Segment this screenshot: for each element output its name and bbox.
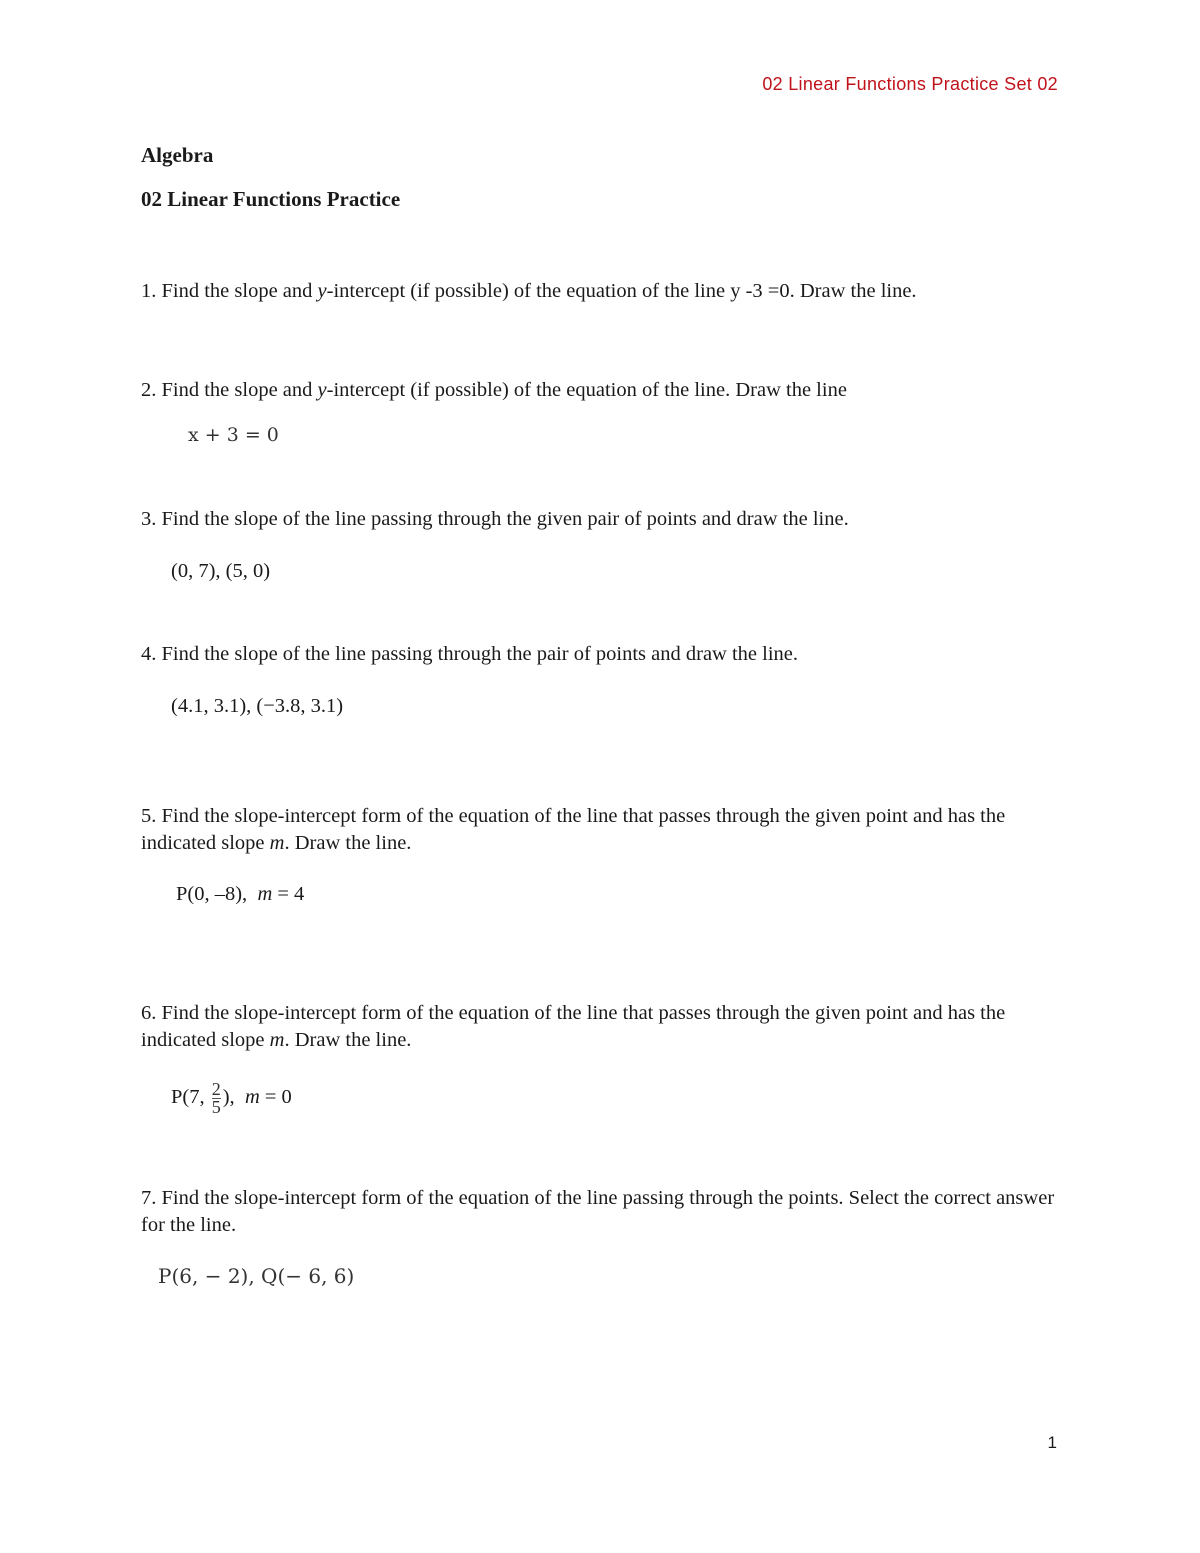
worksheet-title: 02 Linear Functions Practice bbox=[141, 187, 401, 211]
question-6-point-close: ), bbox=[222, 1086, 235, 1109]
question-5-text-a: 5. Find the slope-intercept form of the equation of the line that passes through the given point and has the indicated slope bbox=[141, 805, 1006, 854]
question-6-slope-var: m bbox=[244, 1086, 260, 1109]
question-4: 4. Find the slope of the line passing through the pair of points and draw the line. bbox=[141, 643, 799, 665]
question-7: 7. Find the slope-intercept form of the equation of the line passing through the points. Select the correct answer for the line. bbox=[141, 1187, 1055, 1236]
question-5-given bbox=[176, 883, 304, 906]
question-6-point-prefix: P(7, bbox=[171, 1086, 210, 1109]
question-5-slope-value: = 4 bbox=[272, 883, 305, 905]
question-6-slope-value: = 0 bbox=[259, 1086, 292, 1109]
page-number: 1 bbox=[1047, 1433, 1057, 1452]
question-5-text-b: . Draw the line. bbox=[284, 832, 412, 854]
question-1 bbox=[141, 278, 1061, 305]
question-5-point: P(0, –8), bbox=[176, 883, 248, 905]
question-5 bbox=[141, 803, 1061, 857]
running-header: 02 Linear Functions Practice Set 02 bbox=[762, 74, 1058, 94]
question-2-text-b: -intercept (if possible) of the equation of the line. Draw the line bbox=[326, 379, 847, 401]
question-3-points: (0, 7), (5, 0) bbox=[171, 560, 271, 582]
question-5-slope-var: m bbox=[257, 883, 273, 905]
course-title: Algebra bbox=[141, 143, 214, 167]
question-1-text-b: -intercept (if possible) of the equation of the line y -3 =0. Draw the line. bbox=[326, 280, 917, 302]
question-3: 3. Find the slope of the line passing through the given pair of points and draw the line. bbox=[141, 508, 849, 530]
question-6-variable: m bbox=[269, 1029, 285, 1051]
question-6-text-b: . Draw the line. bbox=[284, 1029, 412, 1051]
question-1-variable: y bbox=[317, 280, 327, 302]
question-7-points: P(6, − 2), Q(− 6, 6) bbox=[158, 1264, 355, 1288]
question-6 bbox=[141, 1000, 1061, 1054]
question-2-equation: x + 3 = 0 bbox=[188, 424, 279, 446]
question-1-text-a: 1. Find the slope and bbox=[141, 280, 318, 302]
question-6-given bbox=[171, 1081, 292, 1116]
fraction-denominator: 5 bbox=[211, 1097, 221, 1117]
question-4-points: (4.1, 3.1), (−3.8, 3.1) bbox=[171, 695, 344, 717]
question-2 bbox=[141, 377, 1061, 404]
question-6-text-a: 6. Find the slope-intercept form of the equation of the line that passes through the given point and has the indicated slope bbox=[141, 1002, 1006, 1051]
question-6-fraction bbox=[212, 1081, 221, 1116]
question-2-variable: y bbox=[317, 379, 327, 401]
fraction-numerator: 2 bbox=[211, 1079, 221, 1099]
question-5-variable: m bbox=[269, 832, 285, 854]
question-2-text-a: 2. Find the slope and bbox=[141, 379, 318, 401]
